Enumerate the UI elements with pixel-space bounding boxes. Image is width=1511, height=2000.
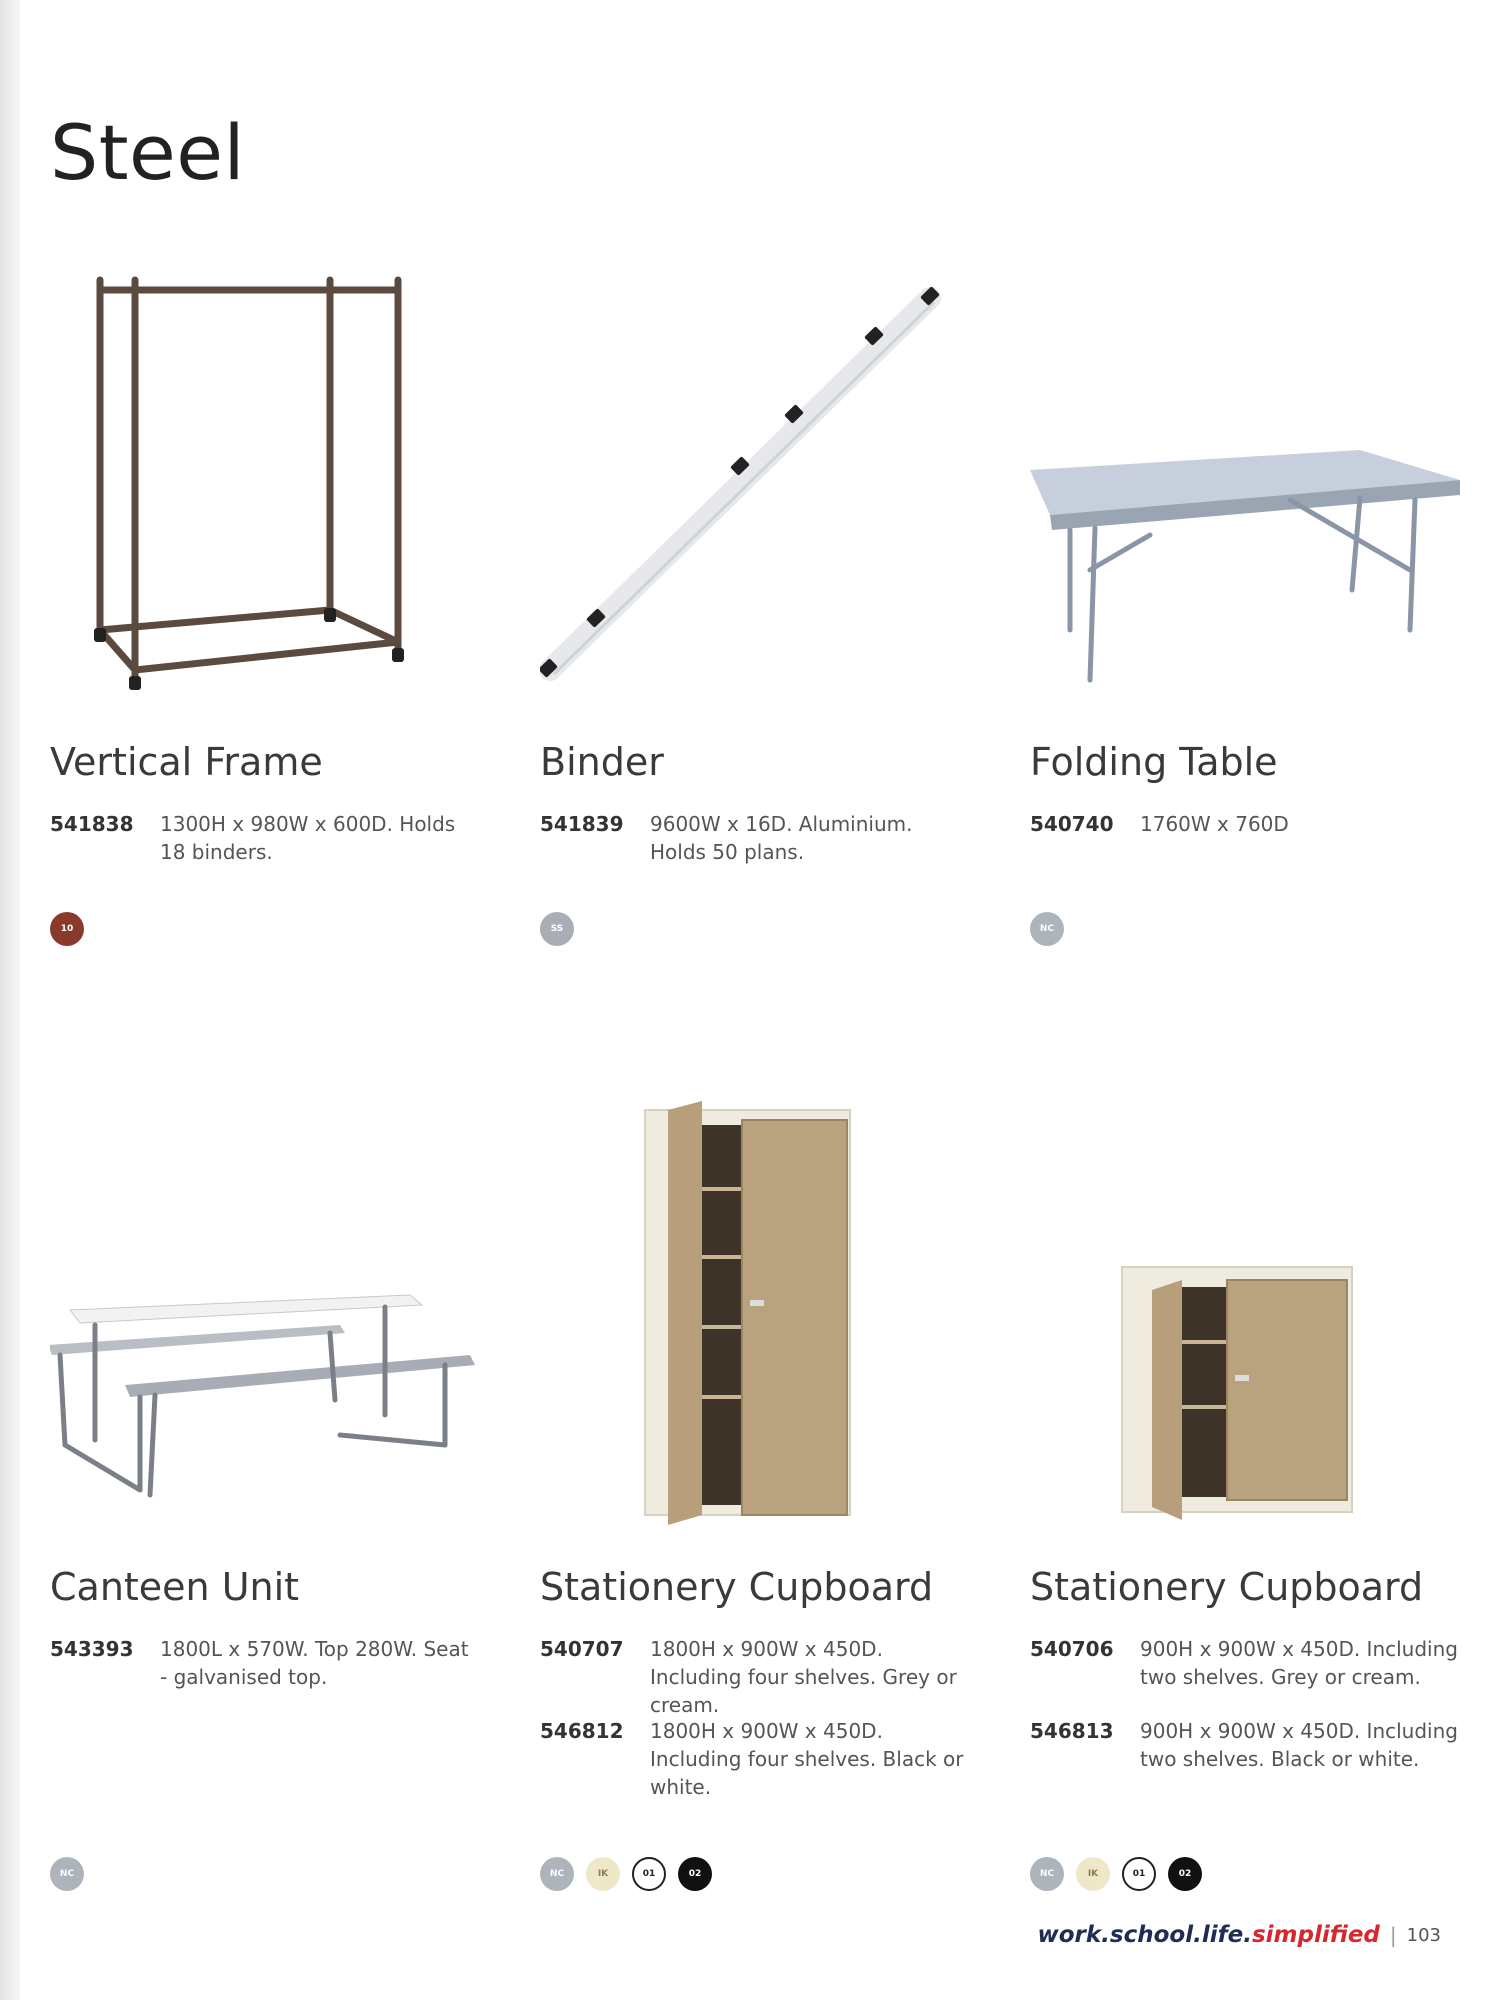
product-vertical-frame — [50, 250, 490, 934]
product-name: Canteen Unit — [50, 1565, 300, 1609]
stationery-cupboard-short-image — [1030, 1075, 1470, 1525]
swatch-list — [50, 912, 84, 946]
product-description: 1300H x 980W x 600D. Holds 18 binders. — [160, 812, 456, 864]
spec-row — [540, 1717, 970, 1801]
color-swatch: 10 — [50, 912, 84, 946]
product-binder — [540, 250, 980, 934]
swatch-list — [540, 1857, 712, 1891]
product-code: 541838 — [50, 812, 134, 836]
product-description: 900H x 900W x 450D. Including two shelves. Grey or cream. — [1140, 1637, 1458, 1689]
color-swatch: 01 — [1122, 1857, 1156, 1891]
color-swatch: 02 — [678, 1857, 712, 1891]
brand-tagline-accent: simplified — [1251, 1922, 1380, 1948]
spec-row — [540, 810, 970, 866]
color-swatch: NC — [1030, 912, 1064, 946]
spec-row — [1030, 810, 1460, 838]
product-description: 1800H x 900W x 450D. Including four shelves. Grey or cream. — [650, 1637, 957, 1717]
stationery-cupboard-tall-image — [540, 1075, 980, 1525]
product-name: Binder — [540, 740, 664, 784]
binder-image — [540, 250, 980, 700]
footer-separator: | — [1389, 1923, 1397, 1947]
product-code: 540706 — [1030, 1637, 1114, 1661]
product-description: 1800H x 900W x 450D. Including four shelves. Black or white. — [650, 1719, 964, 1799]
color-swatch: IK — [586, 1857, 620, 1891]
spec-row — [50, 810, 480, 866]
color-swatch: NC — [540, 1857, 574, 1891]
product-code: 540740 — [1030, 812, 1114, 836]
color-swatch: NC — [50, 1857, 84, 1891]
page-title: Steel — [50, 108, 246, 197]
swatch-list — [1030, 912, 1064, 946]
product-description: 1760W x 760D — [1140, 812, 1289, 836]
product-description: 1800L x 570W. Top 280W. Seat - galvanised top. — [160, 1637, 469, 1689]
swatch-list — [1030, 1857, 1202, 1891]
brand-tagline: work.school.life. — [1037, 1922, 1252, 1948]
spec-row — [50, 1635, 480, 1691]
product-code: 543393 — [50, 1637, 134, 1661]
color-swatch: NC — [1030, 1857, 1064, 1891]
product-name: Stationery Cupboard — [1030, 1565, 1424, 1609]
color-swatch: 02 — [1168, 1857, 1202, 1891]
product-name: Stationery Cupboard — [540, 1565, 934, 1609]
spec-row — [1030, 1635, 1460, 1691]
canteen-unit-image — [50, 1075, 490, 1525]
spec-row — [540, 1635, 970, 1719]
product-canteen-unit — [50, 1075, 490, 1879]
product-description: 9600W x 16D. Aluminium. Holds 50 plans. — [650, 812, 913, 864]
color-swatch: 01 — [632, 1857, 666, 1891]
product-name: Vertical Frame — [50, 740, 323, 784]
product-code: 541839 — [540, 812, 624, 836]
swatch-list — [50, 1857, 84, 1891]
product-code: 540707 — [540, 1637, 624, 1661]
vertical-frame-image — [50, 250, 490, 700]
folding-table-image — [1030, 250, 1470, 700]
product-description: 900H x 900W x 450D. Including two shelves. Black or white. — [1140, 1719, 1458, 1771]
page-footer — [1037, 1922, 1441, 1948]
product-stationery-cupboard-short — [1030, 1075, 1470, 1879]
color-swatch: SS — [540, 912, 574, 946]
spec-row — [1030, 1717, 1460, 1773]
product-code: 546813 — [1030, 1719, 1114, 1743]
product-stationery-cupboard-tall — [540, 1075, 980, 1879]
product-name: Folding Table — [1030, 740, 1278, 784]
page-edge-shadow — [0, 0, 20, 2000]
product-folding-table — [1030, 250, 1470, 934]
page-number: 103 — [1406, 1924, 1441, 1946]
swatch-list — [540, 912, 574, 946]
color-swatch: IK — [1076, 1857, 1110, 1891]
product-code: 546812 — [540, 1719, 624, 1743]
